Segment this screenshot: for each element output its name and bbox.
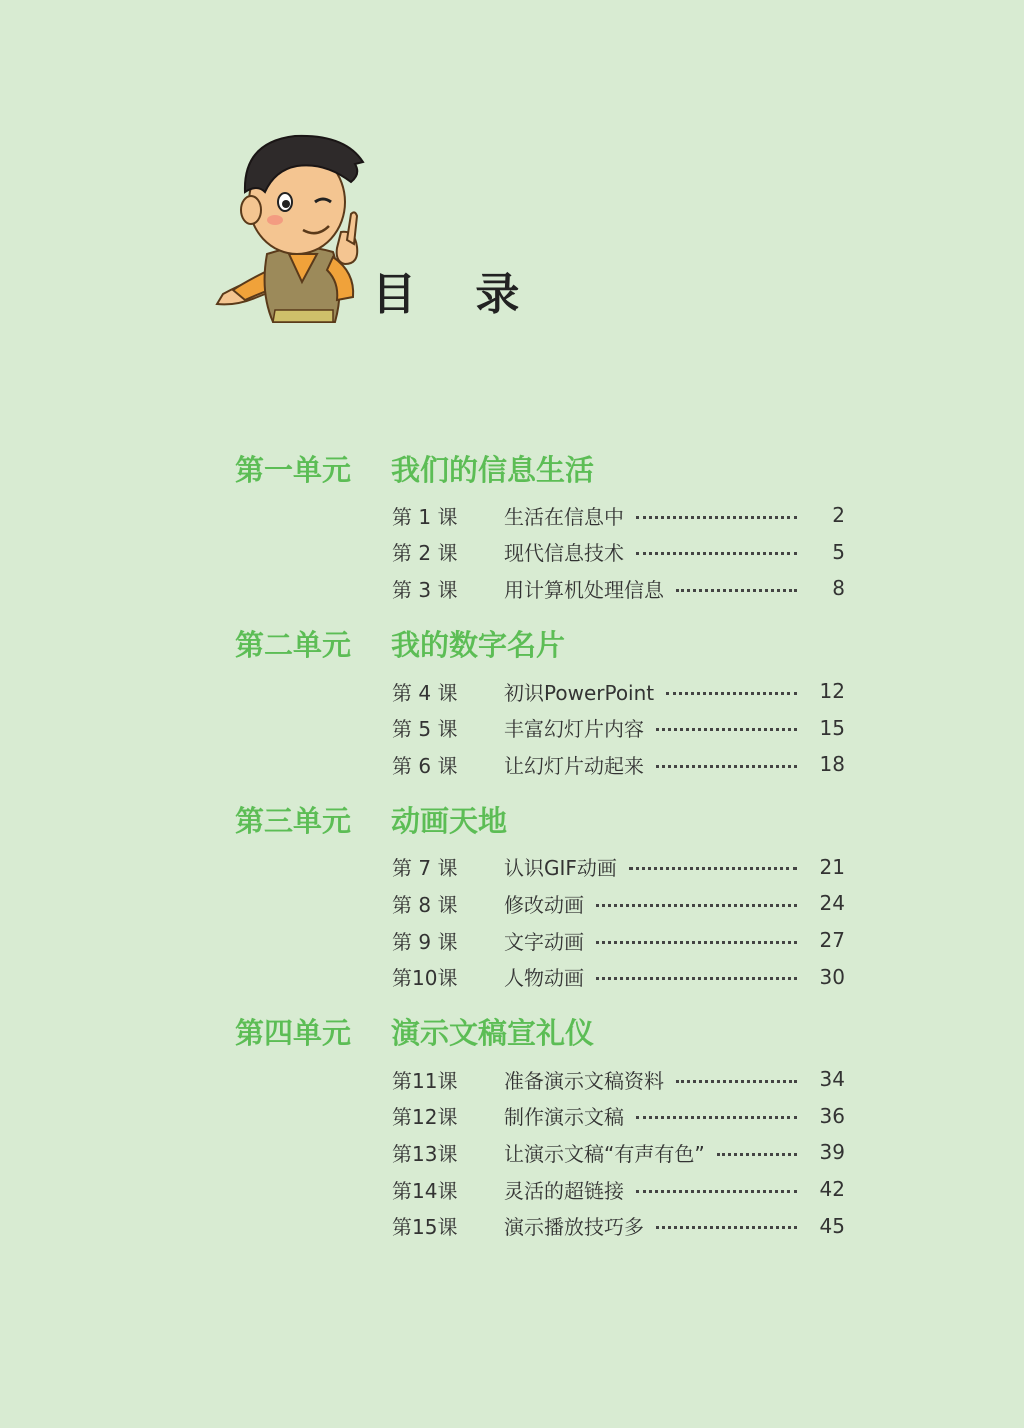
lesson-number: 第15课 [392, 1215, 458, 1240]
lesson-number: 第12课 [392, 1105, 458, 1130]
lesson-title: 用计算机处理信息 [504, 577, 664, 602]
page-number: 42 [819, 1177, 845, 1202]
page-number: 39 [819, 1140, 845, 1165]
lesson-entry[interactable] [392, 1098, 845, 1135]
page-number: 21 [819, 854, 845, 879]
page-number: 34 [819, 1067, 845, 1092]
unit-section [235, 797, 845, 995]
lesson-number: 第14课 [392, 1178, 458, 1203]
lesson-title: 让演示文稿“有声有色” [504, 1141, 705, 1166]
page-number: 12 [819, 679, 845, 704]
lesson-number: 第10课 [392, 966, 458, 991]
lesson-number: 第 1 课 [392, 504, 458, 529]
cartoon-boy-illustration [205, 122, 375, 327]
lesson-number: 第 8 课 [392, 892, 458, 917]
lesson-title: 丰富幻灯片内容 [504, 717, 644, 742]
unit-title: 我的数字名片 [391, 628, 566, 663]
lesson-number: 第 9 课 [392, 929, 458, 954]
page-number: 5 [832, 539, 845, 564]
page-number: 30 [819, 964, 845, 989]
lesson-entry[interactable] [392, 1061, 845, 1098]
page-title: 目 录 [372, 269, 542, 320]
page-number: 45 [819, 1213, 845, 1238]
lesson-title: 灵活的超链接 [504, 1178, 624, 1203]
dot-leader [717, 1153, 797, 1156]
lesson-entry[interactable] [392, 922, 845, 959]
unit-heading [235, 797, 845, 843]
dot-leader [596, 904, 797, 907]
page-number: 8 [832, 576, 845, 601]
lesson-entry[interactable] [392, 534, 845, 571]
lesson-title: 准备演示文稿资料 [504, 1068, 664, 1093]
unit-section [235, 1009, 845, 1244]
lesson-number: 第 5 课 [392, 717, 458, 742]
unit-section [235, 621, 845, 783]
lesson-entry[interactable] [392, 885, 845, 922]
page-header [205, 122, 542, 332]
lesson-title: 文字动画 [504, 929, 584, 954]
unit-label: 第三单元 [235, 804, 352, 839]
lesson-title: 演示播放技巧多 [504, 1215, 644, 1240]
lesson-entry[interactable] [392, 746, 845, 783]
unit-heading [235, 621, 845, 667]
lesson-number: 第 7 课 [392, 856, 458, 881]
unit-heading [235, 445, 845, 491]
lesson-number: 第13课 [392, 1141, 458, 1166]
dot-leader [636, 1190, 797, 1193]
lesson-title: 让幻灯片动起来 [504, 753, 644, 778]
dot-leader [636, 516, 797, 519]
lesson-number: 第 2 课 [392, 541, 458, 566]
lesson-list [392, 497, 845, 607]
lesson-entry[interactable] [392, 673, 845, 710]
lesson-entry[interactable] [392, 1207, 845, 1244]
lesson-entry[interactable] [392, 1134, 845, 1171]
dot-leader [676, 1080, 797, 1083]
lesson-number: 第 4 课 [392, 680, 458, 705]
unit-title: 动画天地 [391, 804, 508, 839]
lesson-title: 认识GIF动画 [504, 856, 617, 881]
dot-leader [629, 867, 797, 870]
dot-leader [656, 728, 797, 731]
dot-leader [676, 589, 797, 592]
unit-title: 演示文稿宣礼仪 [391, 1016, 595, 1051]
table-of-contents [235, 445, 845, 1258]
dot-leader [636, 1116, 797, 1119]
lesson-list [392, 849, 845, 995]
page-number: 36 [819, 1103, 845, 1128]
unit-label: 第四单元 [235, 1016, 352, 1051]
dot-leader [596, 977, 797, 980]
page-number: 18 [819, 752, 845, 777]
page-number: 2 [832, 503, 845, 528]
unit-label: 第二单元 [235, 628, 352, 663]
lesson-title: 生活在信息中 [504, 504, 624, 529]
lesson-title: 修改动画 [504, 892, 584, 917]
lesson-entry[interactable] [392, 570, 845, 607]
lesson-entry[interactable] [392, 709, 845, 746]
page-number: 27 [819, 928, 845, 953]
lesson-title: 制作演示文稿 [504, 1105, 624, 1130]
lesson-list [392, 673, 845, 783]
dot-leader [596, 941, 797, 944]
lesson-title: 初识PowerPoint [504, 680, 655, 705]
lesson-entry[interactable] [392, 849, 845, 886]
unit-heading [235, 1009, 845, 1055]
lesson-number: 第11课 [392, 1068, 458, 1093]
dot-leader [666, 692, 797, 695]
page-number: 24 [819, 891, 845, 916]
lesson-entry[interactable] [392, 497, 845, 534]
page-number: 15 [819, 715, 845, 740]
lesson-title: 人物动画 [504, 966, 584, 991]
dot-leader [656, 765, 797, 768]
lesson-entry[interactable] [392, 1171, 845, 1208]
unit-title: 我们的信息生活 [391, 452, 595, 487]
unit-section [235, 445, 845, 607]
lesson-number: 第 3 课 [392, 577, 458, 602]
dot-leader [636, 552, 797, 555]
lesson-number: 第 6 课 [392, 753, 458, 778]
lesson-entry[interactable] [392, 958, 845, 995]
lesson-title: 现代信息技术 [504, 541, 624, 566]
unit-label: 第一单元 [235, 452, 352, 487]
dot-leader [656, 1226, 797, 1229]
lesson-list [392, 1061, 845, 1244]
